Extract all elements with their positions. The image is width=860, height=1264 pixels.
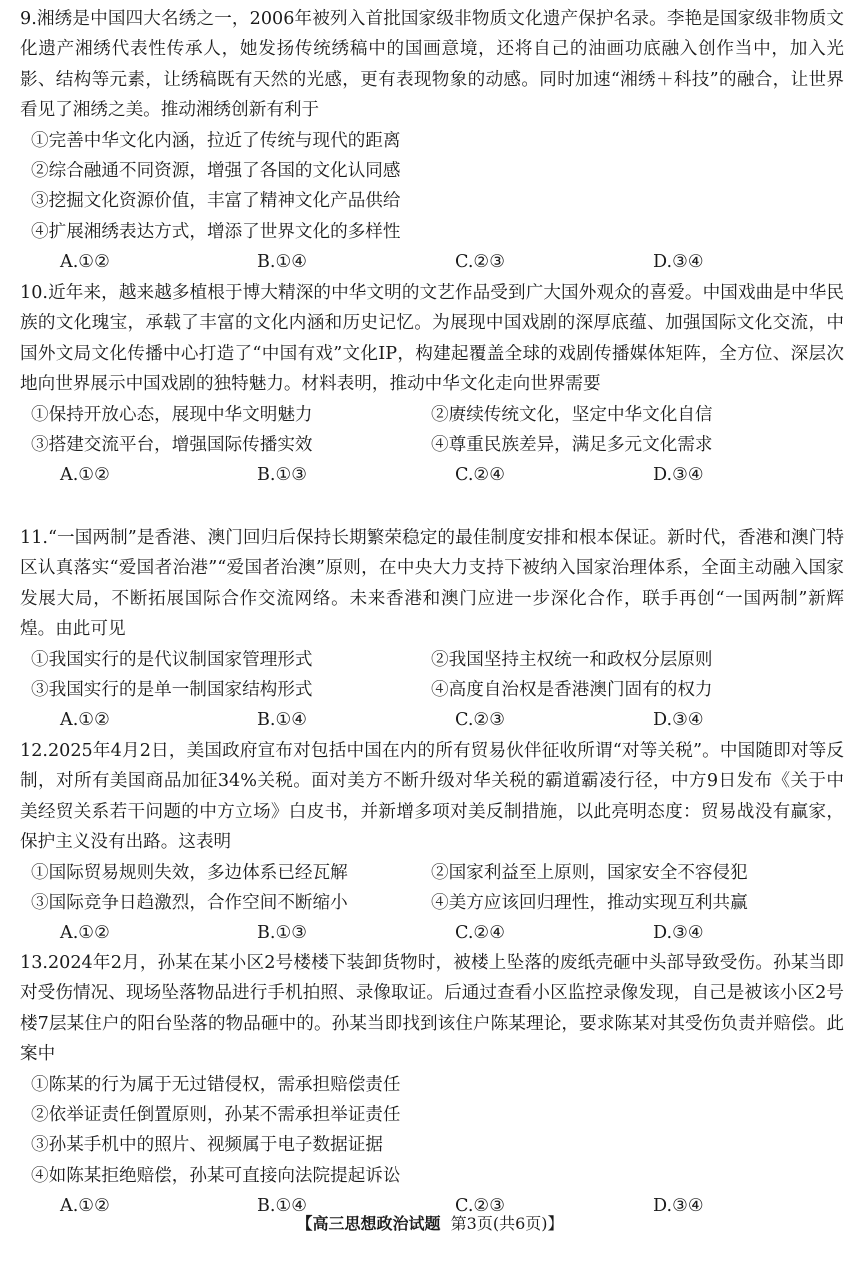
answer-a: A.①② bbox=[60, 252, 110, 273]
answer-d: D.③④ bbox=[653, 252, 704, 273]
option-4: ④尊重民族差异，满足多元文化需求 bbox=[431, 435, 713, 456]
answer-choices bbox=[20, 705, 844, 735]
question-9 bbox=[20, 4, 844, 278]
answer-a: A.①② bbox=[60, 1196, 110, 1217]
option-2: ②赓续传统文化，坚定中华文化自信 bbox=[431, 404, 713, 425]
question-12 bbox=[20, 736, 844, 949]
option-row bbox=[20, 400, 844, 430]
answer-c: C.②③ bbox=[455, 710, 505, 731]
answer-a: A.①② bbox=[60, 465, 110, 486]
option-row bbox=[20, 675, 844, 705]
answer-choices bbox=[20, 247, 844, 277]
option-3: ③孙某手机中的照片、视频属于电子数据证据 bbox=[31, 1135, 383, 1156]
answer-b: B.①④ bbox=[257, 252, 308, 273]
option-4: ④美方应该回归理性，推动实现互利共赢 bbox=[431, 893, 748, 914]
answer-d: D.③④ bbox=[653, 465, 704, 486]
option-2: ②国家利益至上原则，国家安全不容侵犯 bbox=[431, 862, 748, 883]
option-row bbox=[20, 430, 844, 460]
page-footer bbox=[0, 1212, 860, 1236]
answer-c: C.②③ bbox=[455, 252, 505, 273]
answer-d: D.③④ bbox=[653, 1196, 704, 1217]
answer-b: B.①④ bbox=[257, 1196, 308, 1217]
option-1: ①保持开放心态，展现中华文明魅力 bbox=[31, 404, 313, 425]
question-stem: 10.近年来，越来越多植根于博大精深的中华文明的文艺作品受到广大国外观众的喜爱。中国戏曲是中华民族的文化瑰宝，承载了丰富的文化内涵和历史记忆。为展现中国戏剧的深厚底蕴、加强国际文化交流，中国外文局文化传播中心打造了“中国有戏”文化IP，构建起覆盖全球的戏剧传播媒体矩阵，全方位、深层次地向世界展示中国戏剧的独特魅力。材料表明，推动中华文化走向世界需要 bbox=[20, 283, 844, 395]
answer-c: C.②③ bbox=[455, 1196, 505, 1217]
question-10 bbox=[20, 278, 844, 491]
option-3: ③搭建交流平台，增强国际传播实效 bbox=[31, 435, 313, 456]
option-3: ③挖掘文化资源价值，丰富了精神文化产品供给 bbox=[31, 191, 401, 212]
option-4: ④高度自治权是香港澳门固有的权力 bbox=[431, 680, 713, 701]
answer-a: A.①② bbox=[60, 923, 110, 944]
question-stem: 11.“一国两制”是香港、澳门回归后保持长期繁荣稳定的最佳制度安排和根本保证。新时代，香港和澳门特区认真落实“爱国者治港”“爱国者治澳”原则，在中央大力支持下被纳入国家治理体系，全面主动融入国家发展大局，不断拓展国际合作交流网络。未来香港和澳门应进一步深化合作，联手再创“一国两制”新辉煌。由此可见 bbox=[20, 528, 844, 640]
option-1: ①我国实行的是代议制国家管理形式 bbox=[31, 649, 313, 670]
answer-d: D.③④ bbox=[653, 923, 704, 944]
answer-choices bbox=[20, 918, 844, 948]
answer-choices bbox=[20, 460, 844, 490]
option-4: ④扩展湘绣表达方式，增添了世界文化的多样性 bbox=[31, 221, 401, 242]
answer-c: C.②④ bbox=[455, 923, 505, 944]
option-2: ②综合融通不同资源，增强了各国的文化认同感 bbox=[31, 161, 401, 182]
answer-a: A.①② bbox=[60, 710, 110, 731]
option-1: ①陈某的行为属于无过错侵权，需承担赔偿责任 bbox=[31, 1074, 401, 1095]
option-1: ①国际贸易规则失效，多边体系已经瓦解 bbox=[31, 862, 348, 883]
answer-b: B.①④ bbox=[257, 710, 308, 731]
question-stem: 12.2025年4月2日，美国政府宣布对包括中国在内的所有贸易伙伴征收所谓“对等关税”。中国随即对等反制，对所有美国商品加征34%关税。面对美方不断升级对华关税的霸道霸凌行径，中方9日发布《关于中美经贸关系若干问题的中方立场》白皮书，并新增多项对美反制措施，以此亮明态度：贸易战没有赢家，保护主义没有出路。这表明 bbox=[20, 741, 844, 853]
question-stem: 13.2024年2月，孙某在某小区2号楼楼下装卸货物时，被楼上坠落的废纸壳砸中头部导致受伤。孙某当即对受伤情况、现场坠落物品进行手机拍照、录像取证。后通过查看小区监控录像发现，自己是被该小区2号楼7层某住户的阳台坠落的物品砸中的。孙某当即找到该住户陈某理论，要求陈某对其受伤负责并赔偿。此案中 bbox=[20, 953, 844, 1065]
answer-d: D.③④ bbox=[653, 710, 704, 731]
option-3: ③国际竞争日趋激烈，合作空间不断缩小 bbox=[31, 893, 348, 914]
answer-b: B.①③ bbox=[257, 465, 308, 486]
answer-b: B.①③ bbox=[257, 923, 308, 944]
footer-page-number: 第3页(共6页)】 bbox=[450, 1214, 564, 1233]
option-row bbox=[20, 858, 844, 888]
option-3: ③我国实行的是单一制国家结构形式 bbox=[31, 680, 313, 701]
option-1: ①完善中华文化内涵，拉近了传统与现代的距离 bbox=[31, 130, 401, 151]
option-row bbox=[20, 645, 844, 675]
question-13 bbox=[20, 948, 844, 1222]
answer-c: C.②④ bbox=[455, 465, 505, 486]
option-row bbox=[20, 888, 844, 918]
footer-title: 【高三思想政治试题 bbox=[296, 1214, 441, 1233]
question-stem: 9.湘绣是中国四大名绣之一，2006年被列入首批国家级非物质文化遗产保护名录。李艳是国家级非物质文化遗产湘绣代表性传承人，她发扬传统绣稿中的国画意境，还将自己的油画功底融入创作当中，加入光影、结构等元素，让绣稿既有天然的光感，更有表现物象的动感。同时加速“湘绣＋科技”的融合，让世界看见了湘绣之美。推动湘绣创新有利于 bbox=[20, 9, 844, 121]
option-2: ②我国坚持主权统一和政权分层原则 bbox=[431, 649, 713, 670]
option-4: ④如陈某拒绝赔偿，孙某可直接向法院提起诉讼 bbox=[31, 1165, 401, 1186]
option-2: ②依举证责任倒置原则，孙某不需承担举证责任 bbox=[31, 1105, 401, 1126]
question-11 bbox=[20, 523, 844, 736]
